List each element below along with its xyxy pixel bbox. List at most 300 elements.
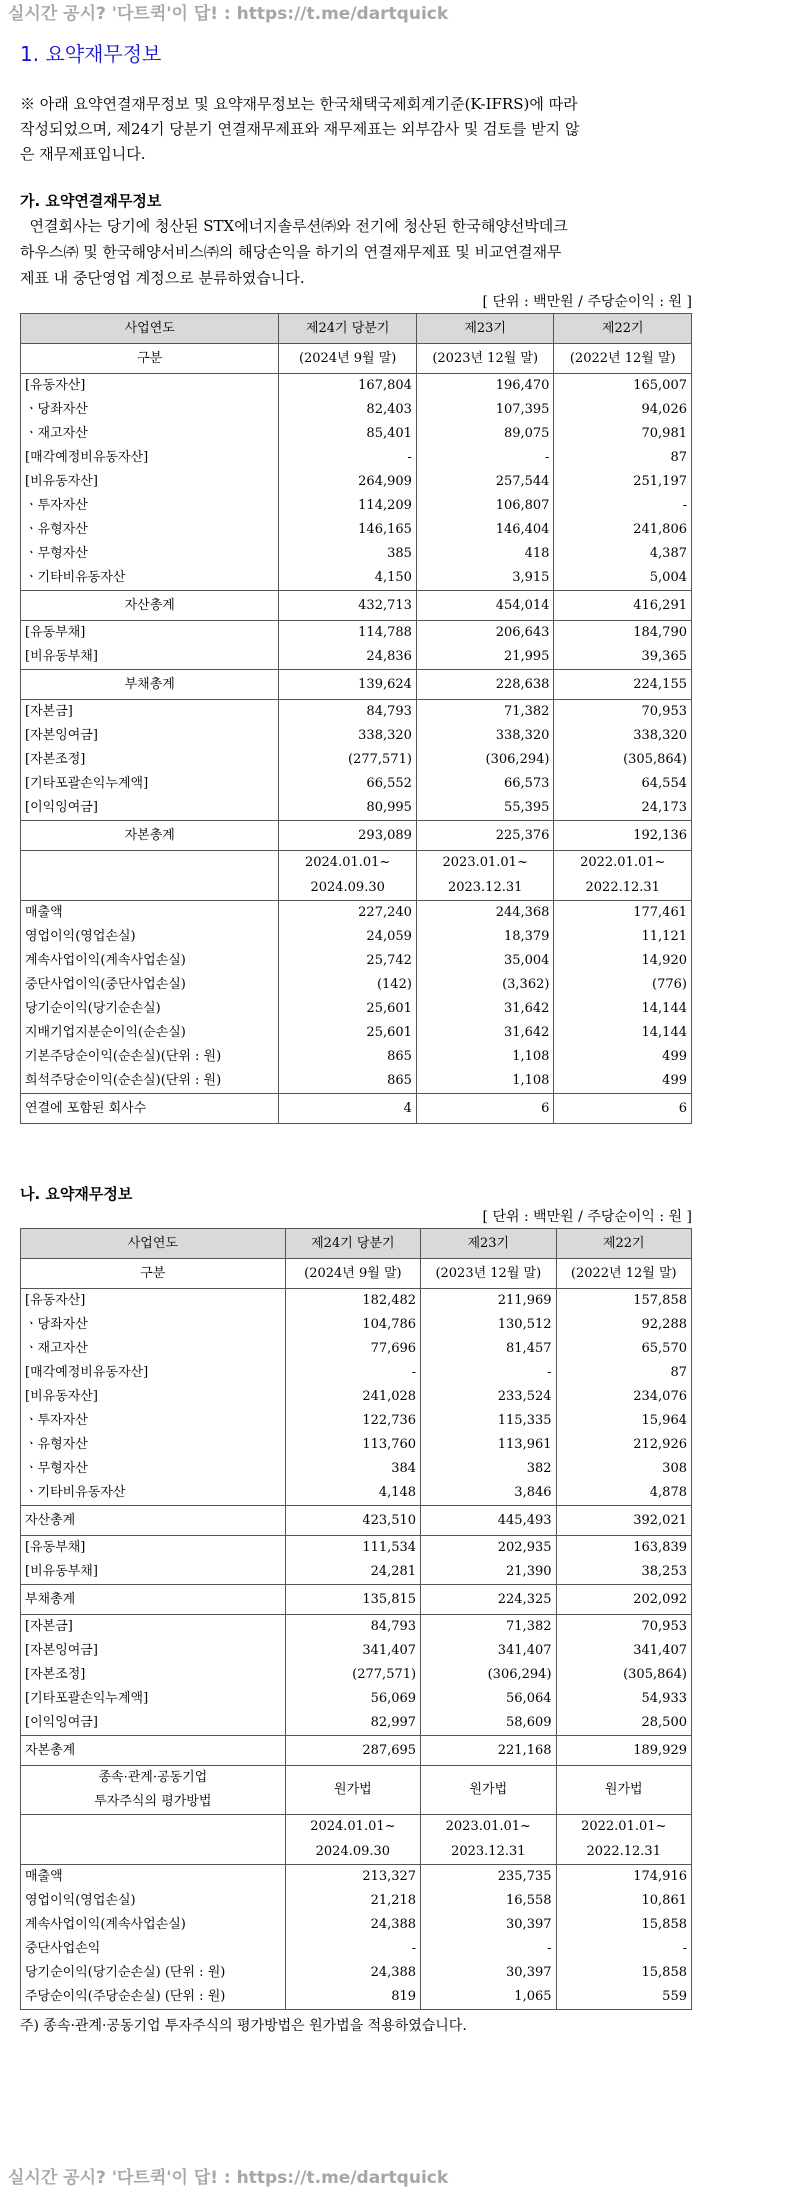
table-cell: 84,793 — [285, 1615, 420, 1640]
table-cell: 71,382 — [416, 700, 554, 725]
table-cell: 2024.01.01~ — [285, 1815, 420, 1840]
subsidiary-count-row — [21, 1094, 692, 1124]
table-cell: 제22기 — [556, 1229, 691, 1259]
table-cell: 70,953 — [556, 1615, 691, 1640]
table-cell: 24,836 — [279, 645, 417, 670]
total-row — [21, 821, 692, 851]
table-row — [21, 1865, 692, 1890]
table-cell: - — [285, 1937, 420, 1961]
table-cell: 241,028 — [285, 1385, 420, 1409]
table-cell: 114,788 — [279, 621, 417, 646]
table-cell: 227,240 — [279, 901, 417, 926]
table-cell: [이익잉여금] — [21, 1711, 286, 1736]
table-cell: 38,253 — [556, 1560, 691, 1585]
table-cell: 499 — [554, 1069, 692, 1094]
table-row — [21, 796, 692, 821]
table-cell: - — [416, 446, 554, 470]
table-cell: 104,786 — [285, 1313, 420, 1337]
table-cell: 113,760 — [285, 1433, 420, 1457]
paragraph-line: 제표 내 중단영업 계정으로 분류하였습니다. — [20, 269, 305, 287]
table-cell: 111,534 — [285, 1536, 420, 1561]
table-cell: 77,696 — [285, 1337, 420, 1361]
table-cell: 211,969 — [421, 1289, 556, 1314]
section-heading-separate: 나. 요약재무정보 — [20, 1185, 133, 1203]
table-header — [21, 1229, 692, 1259]
table-cell: 구분 — [21, 344, 279, 374]
table-cell: 82,997 — [285, 1711, 420, 1736]
table-cell: 25,742 — [279, 949, 417, 973]
table-cell: (776) — [554, 973, 692, 997]
table-cell: 114,209 — [279, 494, 417, 518]
table-cell: 177,461 — [554, 901, 692, 926]
table-cell: 70,953 — [554, 700, 692, 725]
table-cell: 4,150 — [279, 566, 417, 591]
table-cell: 21,995 — [416, 645, 554, 670]
table-cell: 418 — [416, 542, 554, 566]
table-cell: 385 — [279, 542, 417, 566]
table-cell: 자산총계 — [21, 591, 279, 621]
table-cell: 157,858 — [556, 1289, 691, 1314]
table-cell: 원가법 — [285, 1766, 420, 1815]
table-cell: [매각예정비유동자산] — [21, 446, 279, 470]
table-cell: 241,806 — [554, 518, 692, 542]
table-subheader — [21, 344, 692, 374]
table-cell: 투자주식의 평가방법 — [21, 1790, 286, 1815]
total-row — [21, 1585, 692, 1615]
table-row — [21, 925, 692, 949]
table-row — [21, 422, 692, 446]
table-cell: 189,929 — [556, 1736, 691, 1766]
table-row — [21, 1687, 692, 1711]
table-cell: [비유동자산] — [21, 470, 279, 494]
total-row — [21, 670, 692, 700]
table-cell: 382 — [421, 1457, 556, 1481]
table-cell: 1,065 — [421, 1985, 556, 2010]
table-cell: 338,320 — [554, 724, 692, 748]
table-cell: 865 — [279, 1045, 417, 1069]
table-cell: 66,552 — [279, 772, 417, 796]
table-cell: 1,108 — [416, 1069, 554, 1094]
table-cell: (2024년 9월 말) — [279, 344, 417, 374]
table-row — [21, 494, 692, 518]
table-cell: 14,144 — [554, 1021, 692, 1045]
table-cell: 212,926 — [556, 1433, 691, 1457]
table-row — [21, 772, 692, 796]
table-cell: 445,493 — [421, 1506, 556, 1536]
table-cell: [유동자산] — [21, 374, 279, 399]
separate-table — [20, 1228, 692, 2010]
table-row — [21, 1663, 692, 1687]
table-cell: 25,601 — [279, 1021, 417, 1045]
table-cell: 부채총계 — [21, 670, 279, 700]
table-cell: 165,007 — [554, 374, 692, 399]
table-cell: 희석주당순이익(순손실)(단위 : 원) — [21, 1069, 279, 1094]
table-cell: 6 — [554, 1094, 692, 1124]
table-cell: 매출액 — [21, 901, 279, 926]
table-cell: (305,864) — [554, 748, 692, 772]
table-cell: 부채총계 — [21, 1585, 286, 1615]
table-cell: 2022.01.01~ — [554, 851, 692, 876]
table-row — [21, 1337, 692, 1361]
table-cell: 213,327 — [285, 1865, 420, 1890]
table-cell: 192,136 — [554, 821, 692, 851]
table-cell: [매각예정비유동자산] — [21, 1361, 286, 1385]
note-line: 은 재무제표입니다. — [20, 145, 146, 163]
table-row — [21, 1639, 692, 1663]
consolidated-paragraph — [20, 213, 660, 291]
paragraph-line: 하우스㈜ 및 한국해양서비스㈜의 해당손익을 하기의 연결재무제표 및 비교연결재무 — [20, 243, 562, 261]
table-header — [21, 314, 692, 344]
table-row — [21, 1069, 692, 1094]
table-cell: 31,642 — [416, 997, 554, 1021]
table-cell — [21, 1840, 286, 1865]
table-cell: 2023.01.01~ — [416, 851, 554, 876]
table-cell: 28,500 — [556, 1711, 691, 1736]
table-cell: 106,807 — [416, 494, 554, 518]
period-row — [21, 851, 692, 876]
table-row — [21, 542, 692, 566]
table-cell: 제24기 당분기 — [285, 1229, 420, 1259]
table-cell: 202,935 — [421, 1536, 556, 1561]
table-row — [21, 621, 692, 646]
table-cell: 392,021 — [556, 1506, 691, 1536]
table-cell: [이익잉여금] — [21, 796, 279, 821]
table-cell: 167,804 — [279, 374, 417, 399]
table-cell: 338,320 — [279, 724, 417, 748]
table-cell: (2023년 12월 말) — [421, 1259, 556, 1289]
table-row — [21, 1361, 692, 1385]
table-cell: 31,642 — [416, 1021, 554, 1045]
table-cell: 55,395 — [416, 796, 554, 821]
total-row — [21, 1506, 692, 1536]
table-cell: 221,168 — [421, 1736, 556, 1766]
table-cell: (306,294) — [416, 748, 554, 772]
table-cell: 영업이익(영업손실) — [21, 1889, 286, 1913]
table-cell: 원가법 — [421, 1766, 556, 1815]
table-cell: 92,288 — [556, 1313, 691, 1337]
table-row — [21, 1409, 692, 1433]
table-cell: - — [421, 1937, 556, 1961]
table-cell: 163,839 — [556, 1536, 691, 1561]
table-cell: 21,390 — [421, 1560, 556, 1585]
table-row — [21, 1536, 692, 1561]
table-cell: 184,790 — [554, 621, 692, 646]
table-cell: 64,554 — [554, 772, 692, 796]
table-cell: (3,362) — [416, 973, 554, 997]
table-cell: 341,407 — [285, 1639, 420, 1663]
table-cell: - — [285, 1361, 420, 1385]
table-cell: 35,004 — [416, 949, 554, 973]
table-cell: 자본총계 — [21, 1736, 286, 1766]
table-cell: 기본주당순이익(순손실)(단위 : 원) — [21, 1045, 279, 1069]
table-cell: 24,388 — [285, 1913, 420, 1937]
period-row — [21, 1815, 692, 1840]
table-cell: [자본금] — [21, 1615, 286, 1640]
note-line: 작성되었으며, 제24기 당분기 연결재무제표와 재무제표는 외부감사 및 검토를 받지 않 — [20, 120, 580, 138]
table-cell: 84,793 — [279, 700, 417, 725]
table-cell: 384 — [285, 1457, 420, 1481]
table-cell: [유동부채] — [21, 621, 279, 646]
table-row — [21, 1481, 692, 1506]
table-cell: 15,858 — [556, 1961, 691, 1985]
table-cell: 224,155 — [554, 670, 692, 700]
paragraph-line: 연결회사는 당기에 청산된 STX에너지솔루션㈜와 전기에 청산된 한국해양선박데크 — [20, 217, 568, 235]
top-banner: 실시간 공시? '다트퀵'이 답! : https://t.me/dartquick — [8, 4, 449, 24]
table-cell: 4,148 — [285, 1481, 420, 1506]
table-cell: 21,218 — [285, 1889, 420, 1913]
table-cell: [자본잉여금] — [21, 724, 279, 748]
table-cell: 5,004 — [554, 566, 692, 591]
table-cell: ㆍ무형자산 — [21, 542, 279, 566]
table-cell: 자본총계 — [21, 821, 279, 851]
table-cell: 15,964 — [556, 1409, 691, 1433]
table-cell: 매출액 — [21, 1865, 286, 1890]
table-row — [21, 973, 692, 997]
table-cell: - — [421, 1361, 556, 1385]
table-cell: 416,291 — [554, 591, 692, 621]
table-cell: 819 — [285, 1985, 420, 2010]
table-cell: 174,916 — [556, 1865, 691, 1890]
table-cell: - — [279, 446, 417, 470]
table-cell: 244,368 — [416, 901, 554, 926]
table-row — [21, 901, 692, 926]
table-cell: ㆍ재고자산 — [21, 1337, 286, 1361]
period-row — [21, 1840, 692, 1865]
table-row — [21, 1385, 692, 1409]
table-cell: 293,089 — [279, 821, 417, 851]
total-row — [21, 1736, 692, 1766]
table-cell: 308 — [556, 1457, 691, 1481]
table-row — [21, 470, 692, 494]
table-cell: ㆍ유형자산 — [21, 518, 279, 542]
table-row — [21, 1457, 692, 1481]
table-cell: 196,470 — [416, 374, 554, 399]
table-cell: (2022년 12월 말) — [556, 1259, 691, 1289]
table-cell: 24,281 — [285, 1560, 420, 1585]
table-cell: 264,909 — [279, 470, 417, 494]
table-cell: 423,510 — [285, 1506, 420, 1536]
table-row — [21, 1289, 692, 1314]
table-cell: 2022.12.31 — [554, 876, 692, 901]
table-cell: 39,365 — [554, 645, 692, 670]
table-row — [21, 1615, 692, 1640]
table-cell: 당기순이익(당기순손실) (단위 : 원) — [21, 1961, 286, 1985]
table-cell: [유동자산] — [21, 1289, 286, 1314]
table-cell: (2023년 12월 말) — [416, 344, 554, 374]
table-cell: [비유동자산] — [21, 1385, 286, 1409]
table-row — [21, 1985, 692, 2010]
table-cell: 257,544 — [416, 470, 554, 494]
table-cell — [21, 1815, 286, 1840]
table-cell: 종속·관계·공동기업 — [21, 1766, 286, 1791]
table-row — [21, 1045, 692, 1069]
table-cell: 24,059 — [279, 925, 417, 949]
table-cell: ㆍ기타비유동자산 — [21, 1481, 286, 1506]
table-row — [21, 1021, 692, 1045]
table-cell: ㆍ당좌자산 — [21, 398, 279, 422]
table-cell: [비유동부채] — [21, 1560, 286, 1585]
table-cell: 432,713 — [279, 591, 417, 621]
table-cell: 80,995 — [279, 796, 417, 821]
table-cell: 224,325 — [421, 1585, 556, 1615]
table-cell: 56,064 — [421, 1687, 556, 1711]
table-row — [21, 1313, 692, 1337]
table-cell: 30,397 — [421, 1961, 556, 1985]
unit-note: [ 단위 : 백만원 / 주당순이익 : 원 ] — [482, 294, 692, 310]
intro-note — [20, 92, 660, 167]
table-cell: 233,524 — [421, 1385, 556, 1409]
table-row — [21, 446, 692, 470]
section-heading-consolidated: 가. 요약연결재무정보 — [20, 192, 162, 210]
table-cell: 122,736 — [285, 1409, 420, 1433]
table-cell: 제22기 — [554, 314, 692, 344]
table-cell: 65,570 — [556, 1337, 691, 1361]
table-cell: 3,846 — [421, 1481, 556, 1506]
table-cell: 4 — [279, 1094, 417, 1124]
table-cell: 4,387 — [554, 542, 692, 566]
table-cell: (2022년 12월 말) — [554, 344, 692, 374]
table-subheader — [21, 1259, 692, 1289]
table-cell: (277,571) — [279, 748, 417, 772]
table-cell: 4,878 — [556, 1481, 691, 1506]
table-cell: 2024.01.01~ — [279, 851, 417, 876]
table-cell: ㆍ무형자산 — [21, 1457, 286, 1481]
page-title: 1. 요약재무정보 — [20, 42, 162, 66]
table-cell: 58,609 — [421, 1711, 556, 1736]
table-row — [21, 949, 692, 973]
table-cell: 2023.01.01~ — [421, 1815, 556, 1840]
table-cell: 16,558 — [421, 1889, 556, 1913]
table-cell: 235,735 — [421, 1865, 556, 1890]
table-cell: 115,335 — [421, 1409, 556, 1433]
method-row — [21, 1766, 692, 1791]
table-cell: 연결에 포함된 회사수 — [21, 1094, 279, 1124]
table-row — [21, 997, 692, 1021]
table-cell: ㆍ기타비유동자산 — [21, 566, 279, 591]
table-cell: ㆍ유형자산 — [21, 1433, 286, 1457]
table-cell: 70,981 — [554, 422, 692, 446]
table-row — [21, 1961, 692, 1985]
table-cell: (277,571) — [285, 1663, 420, 1687]
table-cell: 182,482 — [285, 1289, 420, 1314]
table-cell — [21, 851, 279, 876]
table-cell: - — [556, 1937, 691, 1961]
table-cell: [자본조정] — [21, 748, 279, 772]
table-cell: 2024.09.30 — [279, 876, 417, 901]
table-cell: 계속사업이익(계속사업손실) — [21, 1913, 286, 1937]
table-cell: 제23기 — [421, 1229, 556, 1259]
table-cell: 구분 — [21, 1259, 286, 1289]
table-cell: (306,294) — [421, 1663, 556, 1687]
table-cell: 341,407 — [556, 1639, 691, 1663]
total-row — [21, 591, 692, 621]
table-cell: 865 — [279, 1069, 417, 1094]
table-cell: 중단사업이익(중단사업손실) — [21, 973, 279, 997]
table-cell: 제24기 당분기 — [279, 314, 417, 344]
table-cell: 18,379 — [416, 925, 554, 949]
table-cell: 225,376 — [416, 821, 554, 851]
table-cell: 341,407 — [421, 1639, 556, 1663]
period-row — [21, 876, 692, 901]
footnote: 주) 종속·관계·공동기업 투자주식의 평가방법은 원가법을 적용하였습니다. — [20, 2018, 467, 2034]
table-cell: 89,075 — [416, 422, 554, 446]
table-cell: 454,014 — [416, 591, 554, 621]
table-cell: 2024.09.30 — [285, 1840, 420, 1865]
table-cell: [기타포괄손익누계액] — [21, 772, 279, 796]
table-row — [21, 374, 692, 399]
table-cell: 228,638 — [416, 670, 554, 700]
bottom-banner: 실시간 공시? '다트퀵'이 답! : https://t.me/dartquick — [8, 2168, 449, 2188]
table-cell: 2023.12.31 — [421, 1840, 556, 1865]
table-cell: 251,197 — [554, 470, 692, 494]
consolidated-table — [20, 313, 692, 1124]
table-row — [21, 724, 692, 748]
unit-note: [ 단위 : 백만원 / 주당순이익 : 원 ] — [482, 1209, 692, 1225]
table-cell: 56,069 — [285, 1687, 420, 1711]
table-cell: ㆍ투자자산 — [21, 1409, 286, 1433]
table-cell: ㆍ당좌자산 — [21, 1313, 286, 1337]
table-cell: (305,864) — [556, 1663, 691, 1687]
table-cell: 영업이익(영업손실) — [21, 925, 279, 949]
table-cell: 499 — [554, 1045, 692, 1069]
table-cell: [자본조정] — [21, 1663, 286, 1687]
table-cell: 94,026 — [554, 398, 692, 422]
table-row — [21, 748, 692, 772]
table-row — [21, 1433, 692, 1457]
table-cell: [유동부채] — [21, 1536, 286, 1561]
table-cell: 24,388 — [285, 1961, 420, 1985]
table-cell: - — [554, 494, 692, 518]
table-cell: [자본잉여금] — [21, 1639, 286, 1663]
table-cell: 234,076 — [556, 1385, 691, 1409]
table-cell: ㆍ재고자산 — [21, 422, 279, 446]
table-cell: 559 — [556, 1985, 691, 2010]
table-row — [21, 1711, 692, 1736]
table-row — [21, 398, 692, 422]
table-row — [21, 700, 692, 725]
table-cell: 2022.12.31 — [556, 1840, 691, 1865]
table-cell: 3,915 — [416, 566, 554, 591]
table-cell: 81,457 — [421, 1337, 556, 1361]
table-cell: 자산총계 — [21, 1506, 286, 1536]
table-cell: [자본금] — [21, 700, 279, 725]
table-cell: 202,092 — [556, 1585, 691, 1615]
table-cell: 14,920 — [554, 949, 692, 973]
table-cell: (142) — [279, 973, 417, 997]
table-cell: 338,320 — [416, 724, 554, 748]
table-cell: 6 — [416, 1094, 554, 1124]
table-cell: (2024년 9월 말) — [285, 1259, 420, 1289]
table-cell: 중단사업손익 — [21, 1937, 286, 1961]
table-cell: 지배기업지분순이익(순손실) — [21, 1021, 279, 1045]
table-cell: 146,165 — [279, 518, 417, 542]
table-cell: 사업연도 — [21, 1229, 286, 1259]
table-cell: ㆍ투자자산 — [21, 494, 279, 518]
table-cell: 10,861 — [556, 1889, 691, 1913]
table-cell: 206,643 — [416, 621, 554, 646]
table-cell: 1,108 — [416, 1045, 554, 1069]
table-row — [21, 1913, 692, 1937]
table-cell: 139,624 — [279, 670, 417, 700]
table-cell: 사업연도 — [21, 314, 279, 344]
table-row — [21, 1937, 692, 1961]
table-cell: 87 — [554, 446, 692, 470]
table-row — [21, 566, 692, 591]
table-cell: [기타포괄손익누계액] — [21, 1687, 286, 1711]
table-row — [21, 1560, 692, 1585]
table-cell: 107,395 — [416, 398, 554, 422]
table-cell: 원가법 — [556, 1766, 691, 1815]
